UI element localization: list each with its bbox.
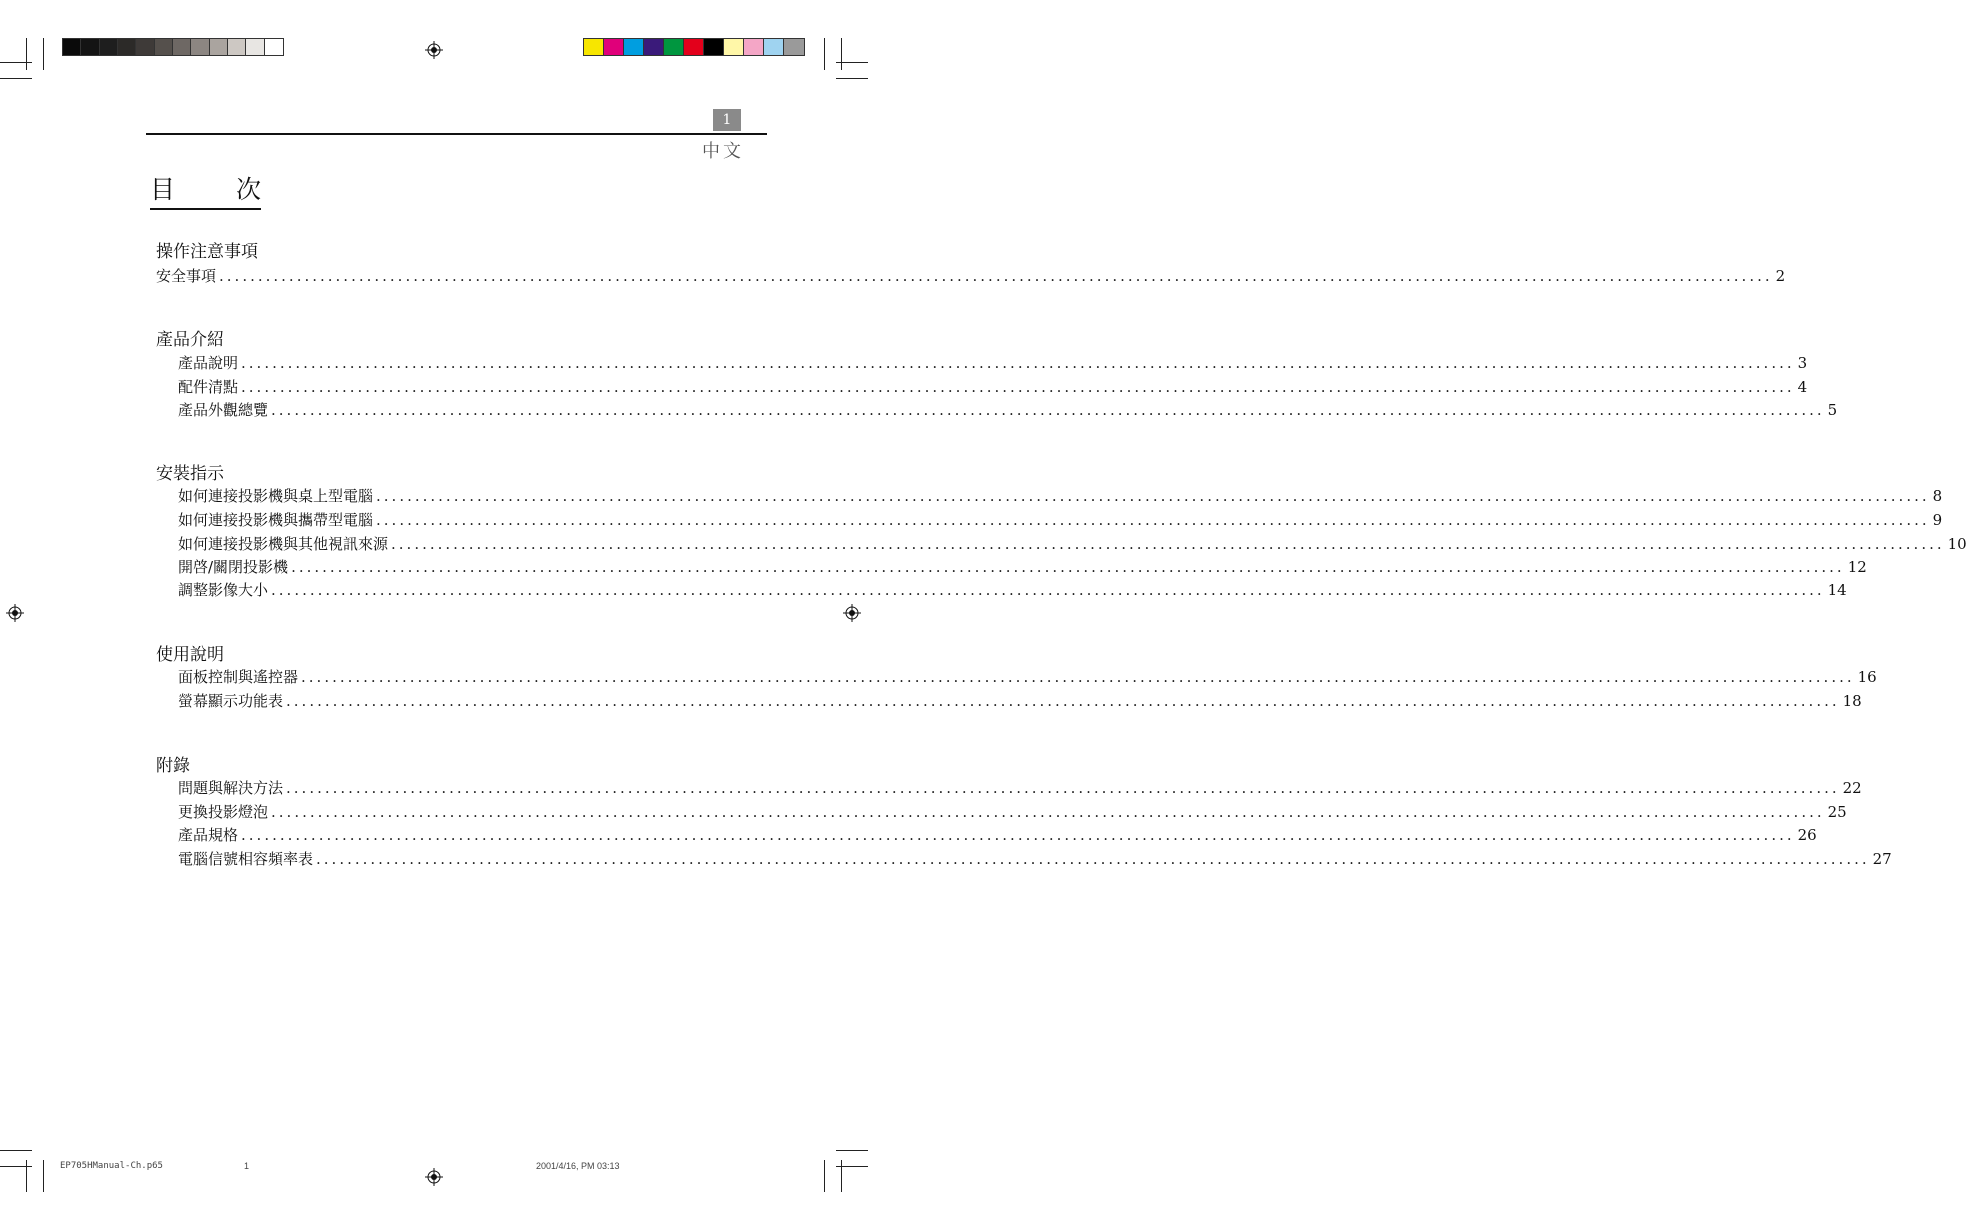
color-swatch [100,39,118,55]
toc-entry[interactable] [178,485,1943,507]
color-calibration-bar [583,38,805,56]
crop-mark [0,1150,32,1151]
toc-entry[interactable] [178,801,1847,823]
leader-dots: ........................................................................................................................................................................................................ [301,668,1855,686]
toc-entry[interactable] [178,690,1862,712]
toc-entry-label: 開啓/關閉投影機 [178,558,289,576]
toc-entry-page: 2 [1775,267,1786,285]
toc-title-char: 目 [150,175,176,204]
color-swatch [136,39,154,55]
color-swatch [228,39,246,55]
toc-entry-page: 18 [1842,692,1862,710]
registration-mark-icon [425,41,443,59]
crop-mark [0,62,32,63]
crop-mark [841,38,842,70]
toc-entry-label: 電腦信號相容頻率表 [178,850,314,868]
color-swatch [724,39,744,55]
toc-entry-page: 14 [1827,581,1847,599]
toc-entry-label: 產品外觀總覽 [178,401,269,419]
color-swatch [764,39,784,55]
crop-mark [824,38,825,70]
toc-entry-label: 如何連接投影機與桌上型電腦 [178,487,374,505]
color-swatch [210,39,228,55]
toc-entry[interactable] [178,824,1817,846]
toc-title-char: 次 [235,175,261,204]
color-swatch [744,39,764,55]
grayscale-calibration-bar [62,38,284,56]
toc-entry-page: 25 [1827,803,1847,821]
toc-entry-label: 產品規格 [178,826,239,844]
toc-entry-label: 如何連接投影機與攜帶型電腦 [178,511,374,529]
crop-mark [824,1160,825,1192]
leader-dots: ........................................................................................................................................................................................................ [241,354,1795,372]
toc-title [150,170,261,210]
toc-entry[interactable] [178,399,1838,421]
color-swatch [624,39,644,55]
toc-entry-page: 9 [1932,511,1943,529]
toc-entry-label: 如何連接投影機與其他視訊來源 [178,535,389,553]
leader-dots: ........................................................................................................................................................................................................ [291,558,1845,576]
toc-entry[interactable] [178,352,1808,374]
toc-entry-page: 5 [1827,401,1838,419]
color-swatch [265,39,283,55]
crop-mark [43,1160,44,1192]
registration-mark-icon [843,604,861,622]
footer-page: 1 [244,1161,250,1171]
page-number-badge: 1 [713,109,741,131]
footer-timestamp: 2001/4/16, PM 03:13 [536,1161,620,1171]
leader-dots: ........................................................................................................................................................................................................ [241,378,1795,396]
section-title: 使用說明 [156,645,224,665]
toc-entry-label: 更換投影燈泡 [178,803,269,821]
leader-dots: ........................................................................................................................................................................................................ [271,581,1825,599]
toc-entry-label: 調整影像大小 [178,581,269,599]
leader-dots: ........................................................................................................................................................................................................ [286,779,1840,797]
color-swatch [81,39,99,55]
toc-entry[interactable] [178,509,1943,531]
toc-entry-page: 27 [1872,850,1892,868]
section-title: 產品介紹 [156,330,224,350]
toc-entry[interactable] [178,533,1967,555]
color-swatch [584,39,604,55]
toc-entry-page: 22 [1842,779,1862,797]
crop-mark [26,1160,27,1192]
crop-mark [836,78,868,79]
toc-entry-page: 3 [1797,354,1808,372]
toc-entry-label: 產品說明 [178,354,239,372]
color-swatch [155,39,173,55]
toc-entry-page: 12 [1847,558,1867,576]
toc-entry-label: 安全事項 [156,267,217,285]
color-swatch [664,39,684,55]
toc-entry-label: 螢幕顯示功能表 [178,692,284,710]
toc-entry[interactable] [178,579,1847,601]
toc-entry-page: 16 [1857,668,1877,686]
leader-dots: ........................................................................................................................................................................................................ [286,692,1840,710]
toc-entry[interactable] [156,265,1786,287]
toc-entry-page: 10 [1947,535,1967,553]
crop-mark [836,1150,868,1151]
toc-entry-page: 8 [1932,487,1943,505]
header-rule [146,133,767,135]
leader-dots: ........................................................................................................................................................................................................ [376,487,1930,505]
leader-dots: ........................................................................................................................................................................................................ [219,267,1773,285]
footer-filename: EP705HManual-Ch.p65 [60,1161,163,1171]
crop-mark [26,38,27,70]
crop-mark [841,1160,842,1192]
leader-dots: ........................................................................................................................................................................................................ [271,803,1825,821]
toc-entry[interactable] [178,556,1867,578]
section-title: 操作注意事項 [156,242,258,262]
leader-dots: ........................................................................................................................................................................................................ [271,401,1825,419]
section-title: 安裝指示 [156,464,224,484]
registration-mark-icon [6,604,24,622]
crop-mark [0,78,32,79]
toc-entry[interactable] [178,666,1877,688]
toc-entry-label: 問題與解決方法 [178,779,284,797]
color-swatch [704,39,724,55]
color-swatch [784,39,804,55]
crop-mark [43,38,44,70]
color-swatch [118,39,136,55]
color-swatch [604,39,624,55]
leader-dots: ........................................................................................................................................................................................................ [376,511,1930,529]
toc-entry[interactable] [178,848,1892,870]
color-swatch [191,39,209,55]
leader-dots: ........................................................................................................................................................................................................ [241,826,1795,844]
toc-entry-page: 26 [1797,826,1817,844]
color-swatch [644,39,664,55]
toc-entry-page: 4 [1797,378,1808,396]
leader-dots: ........................................................................................................................................................................................................ [316,850,1870,868]
color-swatch [63,39,81,55]
toc-entry[interactable] [178,376,1808,398]
crop-mark [0,1166,32,1167]
section-title: 附錄 [156,756,190,776]
toc-entry-label: 配件清點 [178,378,239,396]
leader-dots: ........................................................................................................................................................................................................ [391,535,1945,553]
registration-mark-icon [425,1168,443,1186]
color-swatch [246,39,264,55]
toc-entry-label: 面板控制與遙控器 [178,668,299,686]
language-label: 中文 [702,141,744,162]
toc-entry[interactable] [178,777,1862,799]
color-swatch [684,39,704,55]
color-swatch [173,39,191,55]
